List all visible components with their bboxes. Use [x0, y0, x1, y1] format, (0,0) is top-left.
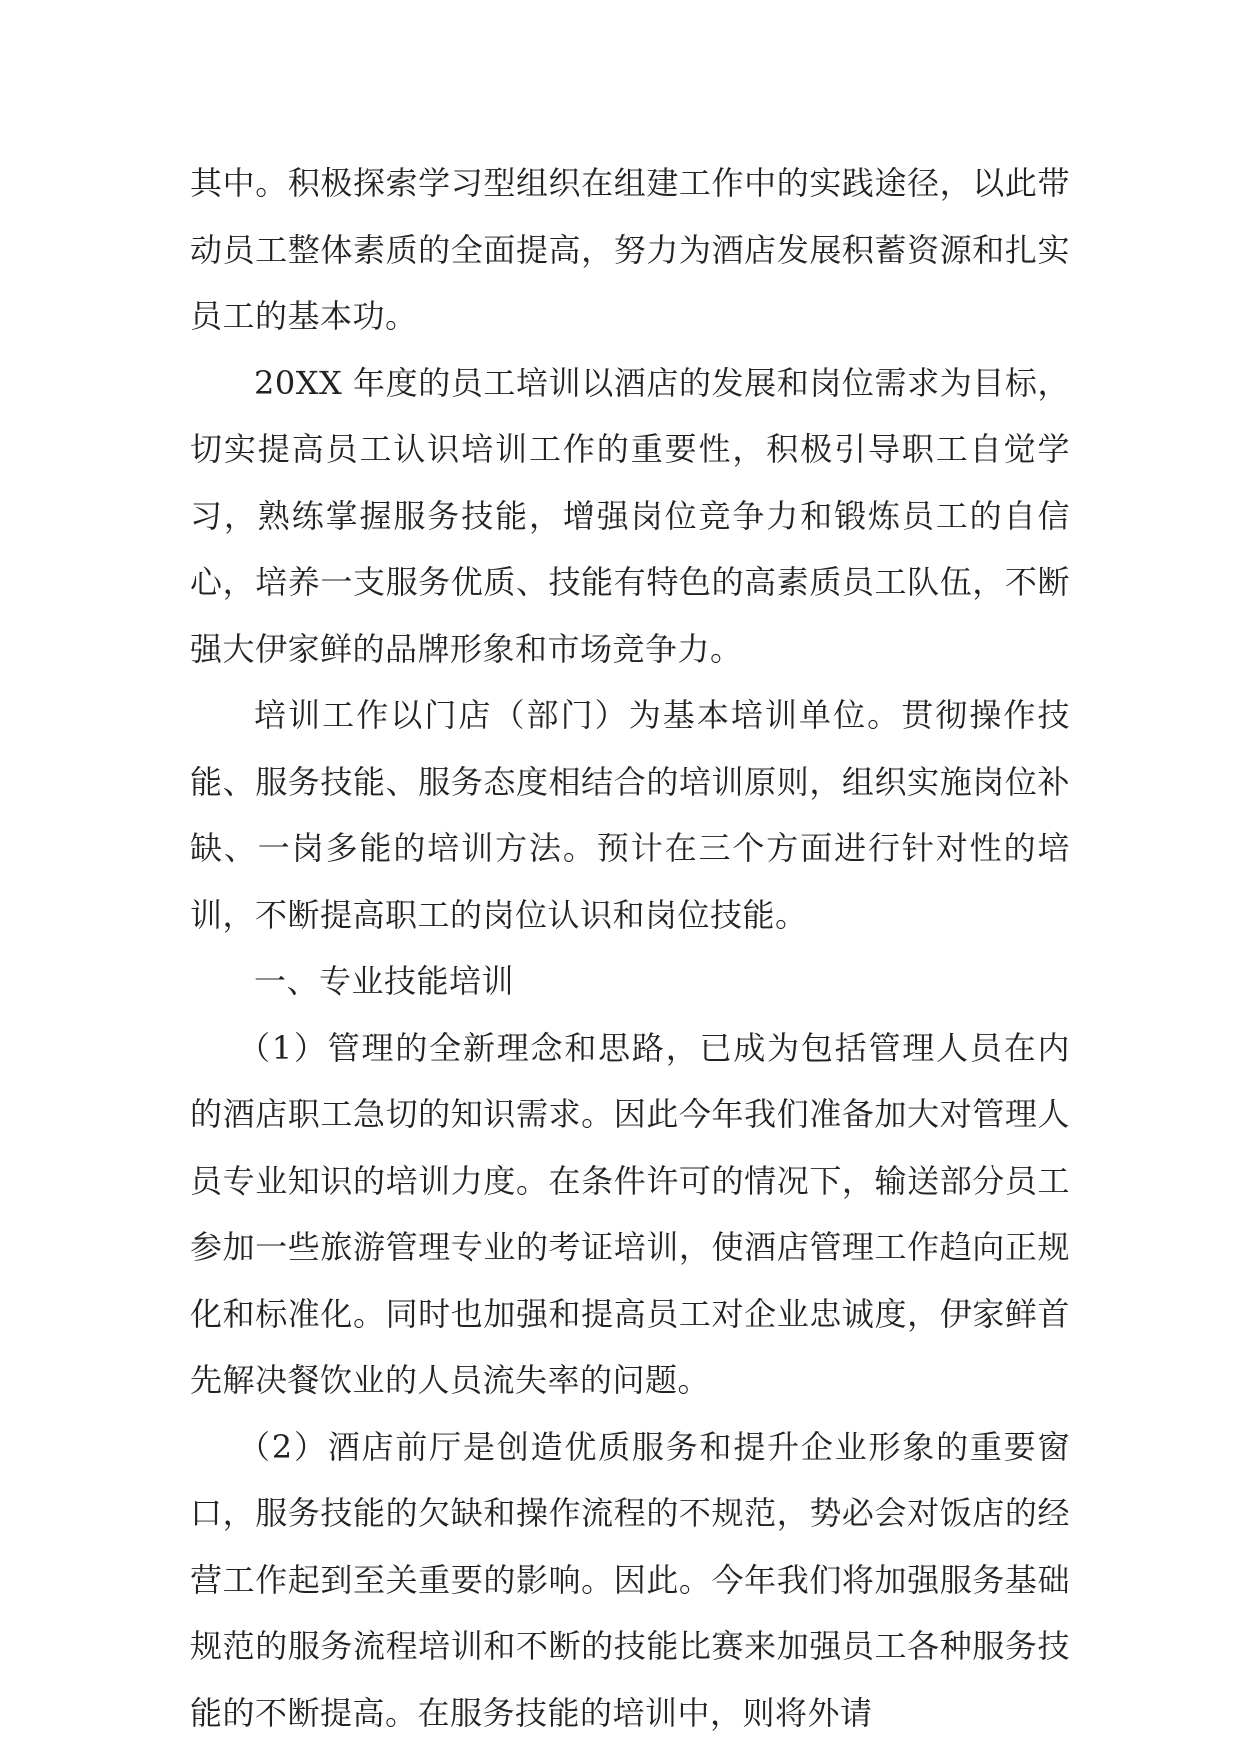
paragraph-training-principle: 培训工作以门店（部门）为基本培训单位。贯彻操作技能、服务技能、服务态度相结合的培训原则，组织实施岗位补缺、一岗多能的培训方法。预计在三个方面进行针对性的培训，不断提高职工的岗位认识和岗位技能。: [190, 696, 1070, 934]
paragraph-item-2-front-hall: （2）酒店前厅是创造优质服务和提升企业形象的重要窗口，服务技能的欠缺和操作流程的不规范，势必会对饭店的经营工作起到至关重要的影响。因此。今年我们将加强服务基础规范的服务流程培训和不断的技能比赛来加强员工各种服务技能的不断提高。在服务技能的培训中，则将外请: [190, 1427, 1070, 1732]
section-heading-professional-skills: 一、专业技能培训: [254, 962, 515, 1000]
document-page: [190, 150, 1070, 1746]
paragraph-annual-training-goal: 20XX 年度的员工培训以酒店的发展和岗位需求为目标，切实提高员工认识培训工作的重要性，积极引导职工自觉学习，熟练掌握服务技能，增强岗位竞争力和锻炼员工的自信心，培养一支服务优质、技能有特色的高素质员工队伍，不断强大伊家鲜的品牌形象和市场竞争力。: [190, 363, 1070, 668]
paragraph-item-1-management: （1）管理的全新理念和思路，已成为包括管理人员在内的酒店职工急切的知识需求。因此今年我们准备加大对管理人员专业知识的培训力度。在条件许可的情况下，输送部分员工参加一些旅游管理专业的考证培训，使酒店管理工作趋向正规化和标准化。同时也加强和提高员工对企业忠诚度，伊家鲜首先解决餐饮业的人员流失率的问题。: [190, 1028, 1070, 1399]
paragraph-intro-continuation: 其中。积极探索学习型组织在组建工作中的实践途径，以此带动员工整体素质的全面提高，努力为酒店发展积蓄资源和扎实员工的基本功。: [190, 164, 1070, 335]
